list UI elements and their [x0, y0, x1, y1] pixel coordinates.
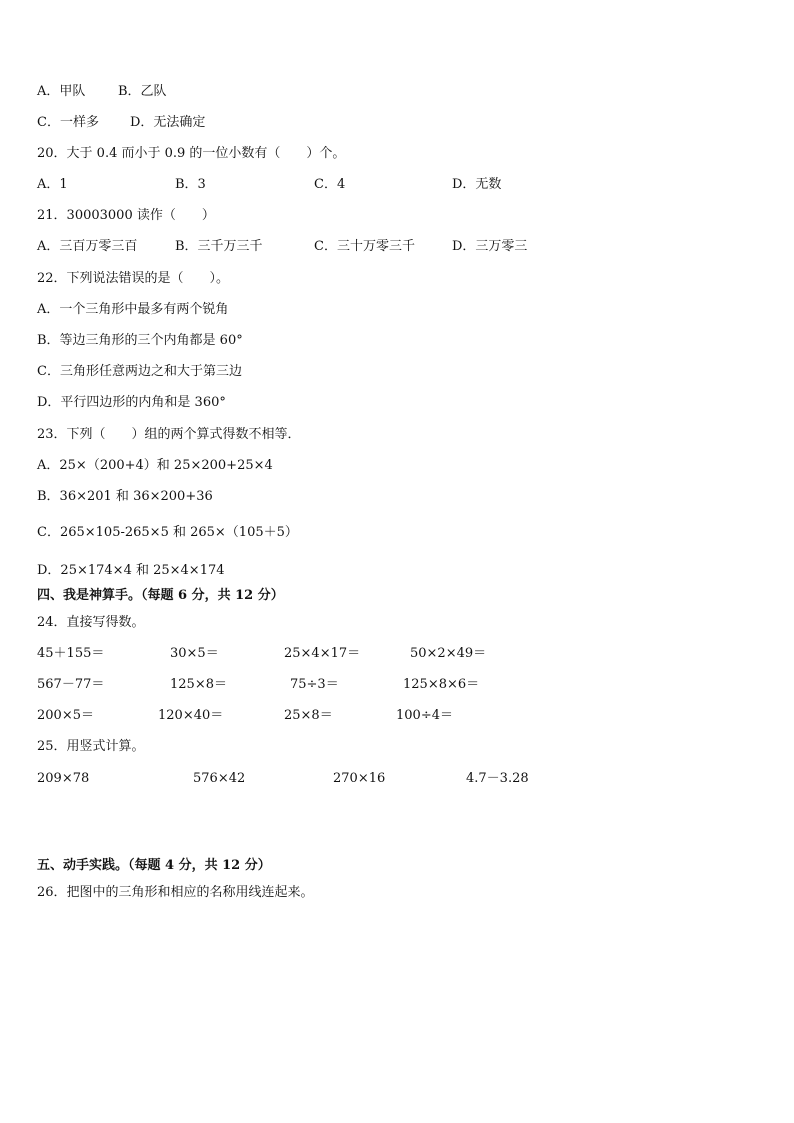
option-d: D．平行四边形的内角和是 360°: [37, 395, 226, 410]
option-b: B．三千万三千: [175, 239, 263, 254]
oral-calc: 100÷4＝: [396, 708, 453, 723]
option-d: D．无法确定: [130, 115, 206, 130]
section-heading: 五、动手实践。（每题 4 分，共 12 分）: [37, 858, 271, 873]
option-c: C．4: [314, 177, 346, 192]
vertical-calc: 209×78: [37, 771, 90, 786]
question-24: 24．直接写得数。: [37, 615, 145, 630]
oral-calc: 30×5＝: [170, 646, 219, 661]
option-a: A．一个三角形中最多有两个锐角: [37, 302, 229, 317]
option-b: B．等边三角形的三个内角都是 60°: [37, 333, 243, 348]
vertical-calc: 576×42: [193, 771, 246, 786]
question-20: 20．大于 0.4 而小于 0.9 的一位小数有（ ）个。: [37, 146, 346, 161]
vertical-calc: 270×16: [333, 771, 386, 786]
question-21: 21．30003000 读作（ ）: [37, 208, 215, 223]
option-c: C．一样多: [37, 115, 99, 130]
question-26: 26．把图中的三角形和相应的名称用线连起来。: [37, 885, 314, 900]
section-heading: 四、我是神算手。（每题 6 分，共 12 分）: [37, 588, 284, 603]
oral-calc: 200×5＝: [37, 708, 94, 723]
option-a: A．1: [37, 177, 68, 192]
option-c: C．三角形任意两边之和大于第三边: [37, 364, 242, 379]
oral-calc: 120×40＝: [158, 708, 224, 723]
vertical-calc: 4.7－3.28: [466, 771, 529, 786]
oral-calc: 75÷3＝: [290, 677, 339, 692]
option-c: C．265×105-265×5 和 265×（105＋5）: [37, 525, 298, 540]
oral-calc: 25×4×17＝: [284, 646, 361, 661]
option-c: C．三十万零三千: [314, 239, 415, 254]
question-23: 23．下列（ ）组的两个算式得数不相等．: [37, 427, 301, 442]
option-d: D．25×174×4 和 25×4×174: [37, 563, 225, 578]
option-a: A．甲队: [37, 84, 86, 99]
option-d: D．三万零三: [452, 239, 528, 254]
option-b: B．3: [175, 177, 206, 192]
option-a: A．三百万零三百: [37, 239, 138, 254]
oral-calc: 25×8＝: [284, 708, 333, 723]
option-d: D．无数: [452, 177, 502, 192]
question-25: 25．用竖式计算。: [37, 739, 145, 754]
option-b: B．乙队: [118, 84, 167, 99]
option-a: A．25×（200+4）和 25×200+25×4: [37, 458, 273, 473]
oral-calc: 125×8×6＝: [403, 677, 480, 692]
oral-calc: 50×2×49＝: [410, 646, 487, 661]
question-22: 22．下列说法错误的是（ ）。: [37, 271, 230, 286]
oral-calc: 45＋155＝: [37, 646, 105, 661]
oral-calc: 567－77＝: [37, 677, 105, 692]
option-b: B．36×201 和 36×200+36: [37, 489, 213, 504]
oral-calc: 125×8＝: [170, 677, 227, 692]
